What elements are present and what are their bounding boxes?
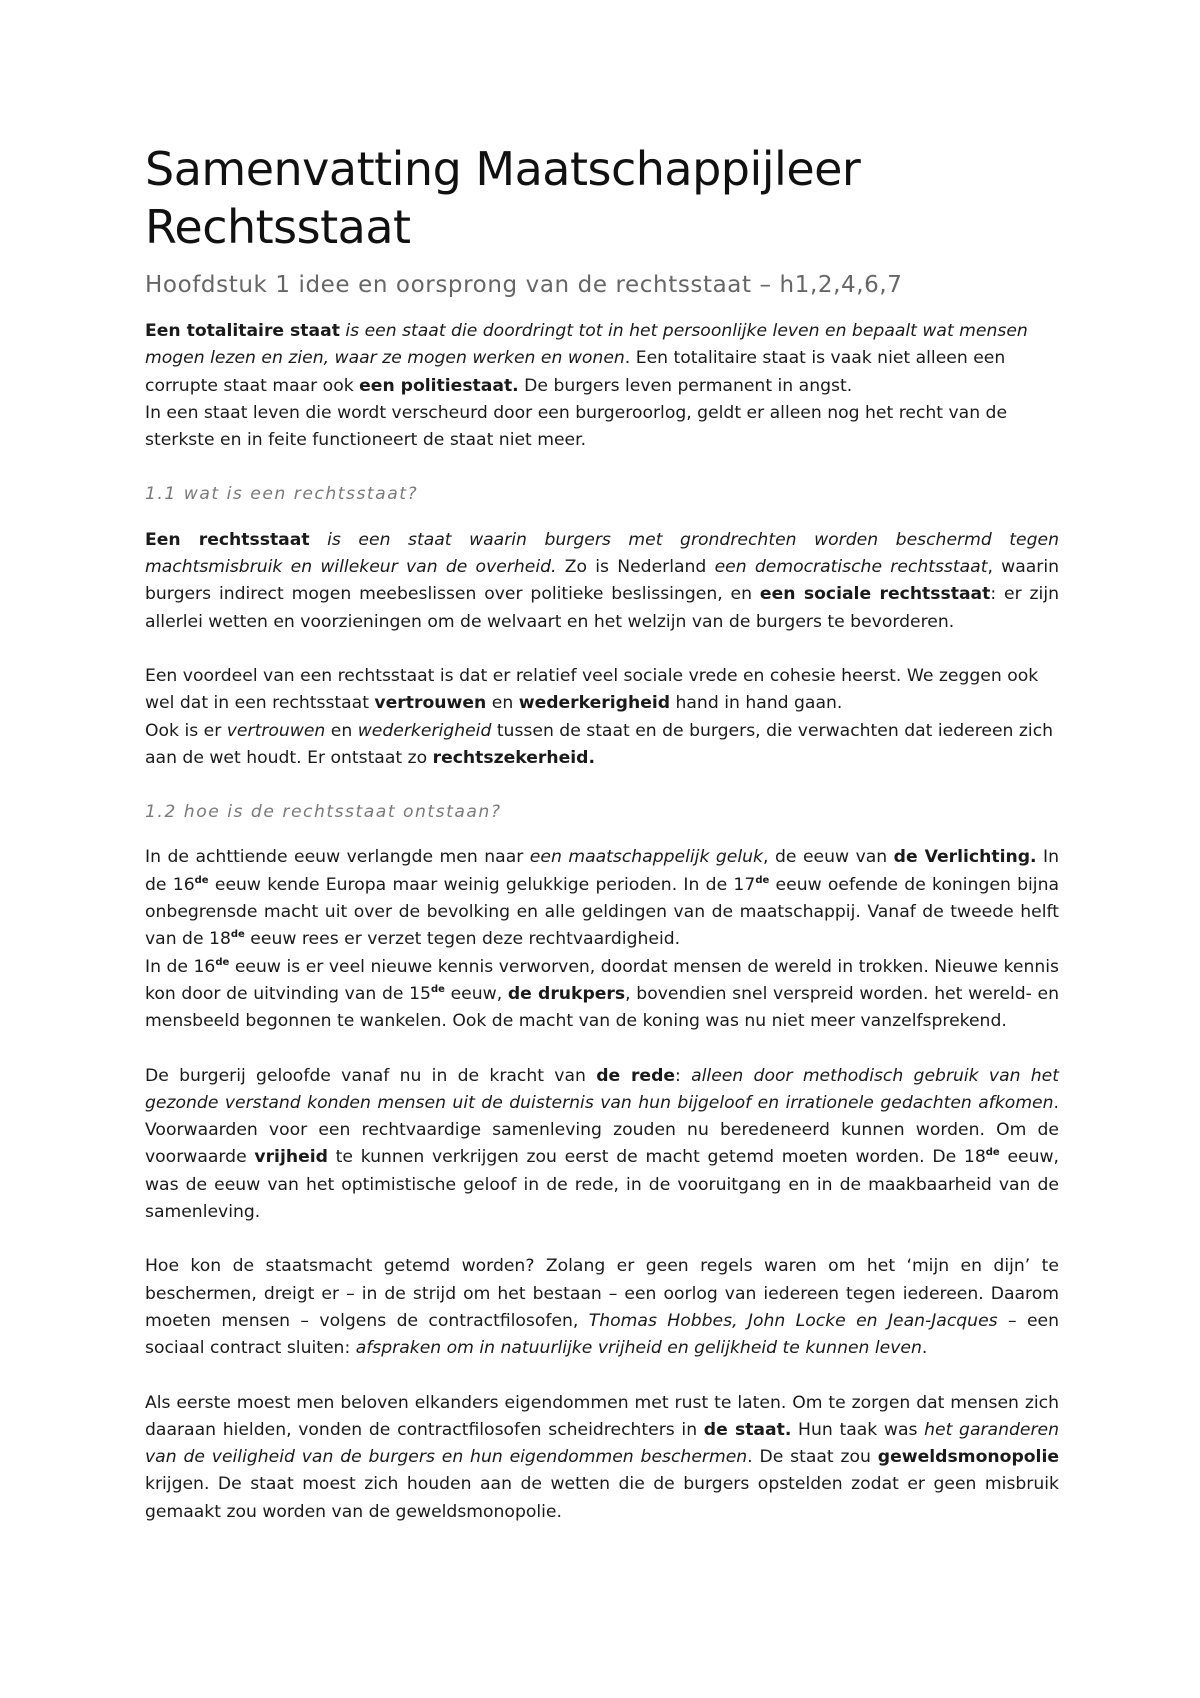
section2-paragraph-2: In de 16de eeuw is er veel nieuwe kennis verworven, doordat mensen de wereld in trokken. Nieuwe kennis kon door de uitvinding van de 15de eeuw, de drukpers, bovendien snel verspreid worden. het wereld- en mensbeeld begonnen te wankelen. Ook de macht van de koning was nu niet meer vanzelfsprekend. <box>145 956 1059 1032</box>
chapter-subtitle: Hoofdstuk 1 idee en oorsprong van de rechtsstaat – h1,2,4,6,7 <box>145 272 903 298</box>
intro-paragraph-2: In een staat leven die wordt verscheurd door een burgeroorlog, geldt er alleen nog het recht van de sterkste en in feite functioneert de staat niet meer. <box>145 402 1008 451</box>
document-title: Samenvatting Maatschappijleer Rechtsstaat <box>145 142 861 254</box>
section-heading-1-2: 1.2 hoe is de rechtsstaat ontstaan? <box>145 802 502 823</box>
section2-paragraph-3: De burgerij geloofde vanaf nu in de kracht van de rede: alleen door methodisch gebruik van het gezonde verstand konden mensen uit de duisternis van hun bijgeloof en irrationele gedachten afkomen. Voorwaarden voor een rechtvaardige samenleving zouden nu beredeneerd kunnen worden. Om de voorwaarde vrijheid te kunnen verkrijgen zou eerst de macht getemd moeten worden. De 18de eeuw, was de eeuw van het optimistische geloof in de rede, in de vooruitgang en in de maakbaarheid van de samenleving. <box>145 1065 1060 1223</box>
section2-paragraph-5: Als eerste moest men beloven elkanders eigendommen met rust te laten. Om te zorgen dat mensen zich daaraan hielden, vonden de contractfilosofen scheidrechters in de staat. Hun taak was het garanderen van de veiligheid van de burgers en hun eigendommen beschermen. De staat zou geweldsmonopolie krijgen. De staat moest zich houden aan de wetten die de burgers opstelden zodat er geen misbruik gemaakt zou worden van de geweldsmonopolie. <box>145 1392 1059 1522</box>
section2-paragraph-4: Hoe kon de staatsmacht getemd worden? Zolang er geen regels waren om het ‘mijn en dijn’ te beschermen, dreigt er – in de strijd om het bestaan – een oorlog van iedereen tegen iedereen. Daarom moeten mensen – volgens de contractfilosofen, Thomas Hobbes, John Locke en Jean-Jacques – een sociaal contract sluiten: afspraken om in natuurlijke vrijheid en gelijkheid te kunnen leven. <box>145 1256 1059 1359</box>
section1-paragraph-1: Een rechtsstaat is een staat waarin burgers met grondrechten worden beschermd tegen machtsmisbruik en willekeur van de overheid. Zo is Nederland een democratische rechtsstaat, waarin burgers indirect mogen meebeslissen over politieke beslissingen, en een sociale rechtsstaat: er zijn allerlei wetten en voorzieningen om de welvaart en het welzijn van de burgers te bevorderen. <box>145 529 1059 632</box>
section1-paragraph-2: Een voordeel van een rechtsstaat is dat er relatief veel sociale vrede en cohesie heerst. We zeggen ook wel dat in een rechtsstaat vertrouwen en wederkerigheid hand in hand gaan. <box>145 665 1039 714</box>
document-body <box>145 140 1059 1526</box>
section2-paragraph-1: In de achttiende eeuw verlangde men naar een maatschappelijk geluk, de eeuw van de Verlichting. In de 16de eeuw kende Europa maar weinig gelukkige perioden. In de 17de eeuw oefende de koningen bijna onbegrensde macht uit over de bevolking en alle geldingen van de maatschappij. Vanaf de tweede helft van de 18de eeuw rees er verzet tegen deze rechtvaardigheid. <box>145 847 1060 950</box>
section-heading-1-1: 1.1 wat is een rechtsstaat? <box>145 484 419 505</box>
intro-paragraph-1: Een totalitaire staat is een staat die doordringt tot in het persoonlijke leven en bepaalt wat mensen mogen lezen en zien, waar ze mogen werken en wonen. Een totalitaire staat is vaak niet alleen een corrupte staat maar ook een politiestaat. De burgers leven permanent in angst. <box>145 321 1028 396</box>
section1-paragraph-3: Ook is er vertrouwen en wederkerigheid tussen de staat en de burgers, die verwachten dat iedereen zich aan de wet houdt. Er ontstaat zo rechtszekerheid. <box>145 720 1054 768</box>
